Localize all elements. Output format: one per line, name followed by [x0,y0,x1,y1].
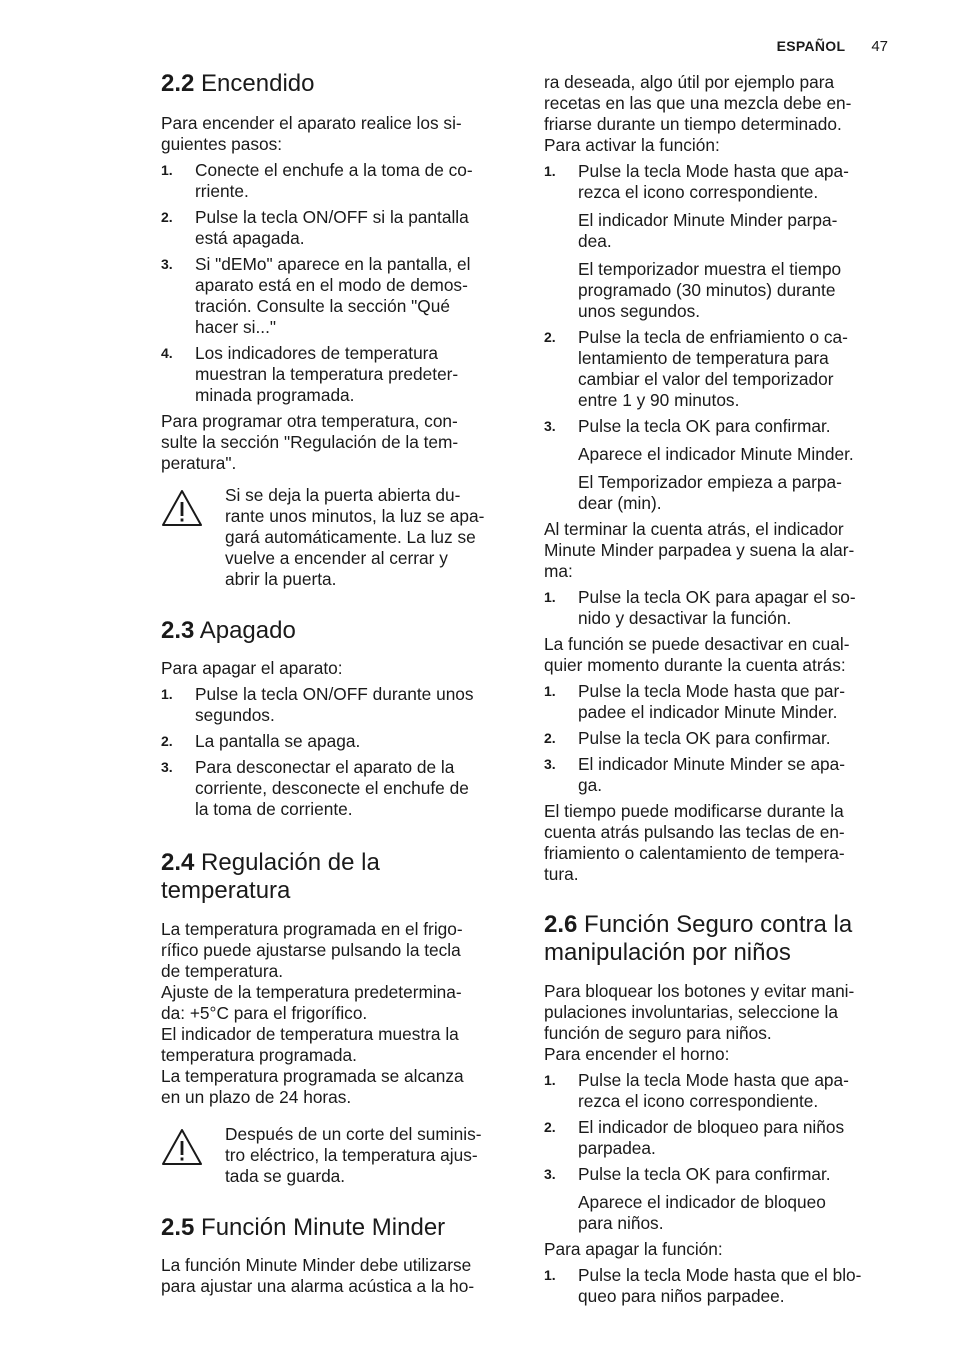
list-item [544,587,900,629]
text-line: Pulse la tecla ON/OFF durante unos [195,684,474,704]
section-title-2-2: 2.2 Encendido [161,70,315,97]
text-line: muestran la temperatura predeter- [195,364,459,384]
warning-note [161,1124,513,1187]
text-line: friamiento o calentamiento de tempera- [544,843,845,863]
text-line: tración. Consulte la sección "Qué [195,296,450,316]
text-line: corriente, desconecte el enchufe de [195,778,469,798]
text-line: está apagada. [195,228,305,248]
step-text [578,754,900,796]
text-line: Conecte el enchufe a la toma de co- [195,160,473,180]
text-line: para niños. [578,1213,664,1233]
text-line: peratura". [161,453,237,473]
text-line: El indicador Minute Minder se apa- [578,754,846,774]
paragraph [161,658,513,679]
steps-list [544,681,900,796]
text-line: Si "dEMo" aparece en la pantalla, el [195,254,471,274]
step-number: 3. [544,418,556,434]
text-line: Para bloquear los botones y evitar mani- [544,981,855,1001]
paragraph [544,801,900,885]
step-number: 1. [544,163,556,179]
step-number: 1. [544,1267,556,1283]
text-line: guientes pasos: [161,134,283,154]
steps-list [161,160,513,406]
text-line: minada programada. [195,385,355,405]
paragraph [544,1239,900,1260]
paragraph [544,519,900,582]
warning-icon [161,485,225,590]
text-line: función de seguro para niños. [544,1023,772,1043]
text-line: Pulse la tecla OK para confirmar. [578,416,831,436]
warning-icon [161,1124,225,1187]
text-line: de temperatura. [161,961,283,981]
step-text [195,160,513,202]
text-line: Aparece el indicador de bloqueo [578,1192,826,1212]
list-item [544,1265,900,1307]
list-item [544,1117,900,1159]
text-line: La temperatura programada en el frigo- [161,919,463,939]
text-line: ga. [578,775,603,795]
text-line: abrir la puerta. [225,569,337,589]
text-line: Ajuste de la temperatura predetermina- [161,982,462,1002]
section-title-2-5: 2.5 Función Minute Minder [161,1214,446,1241]
text-line: parpadea. [578,1138,656,1158]
text-line: aparato está en el modo de demos- [195,275,468,295]
text-line: unos segundos. [578,301,701,321]
text-line: La función Minute Minder debe utilizarse [161,1255,472,1275]
right-column [544,72,900,1312]
text-line: rezca el icono correspondiente. [578,1091,819,1111]
step-text [195,207,513,249]
step-number: 4. [161,345,173,361]
text-line: entre 1 y 90 minutos. [578,390,740,410]
text-line: Si se deja la puerta abierta du- [225,485,461,505]
text-line: Pulse la tecla de enfriamiento o ca- [578,327,848,347]
text-line: para ajustar una alarma acústica a la ho- [161,1276,475,1296]
text-line: tada se guarda. [225,1166,346,1186]
step-number: 2. [544,1119,556,1135]
text-line: vuelve a encender al cerrar y [225,548,448,568]
list-item [544,1164,900,1234]
step-text [578,728,900,749]
text-line: cuenta atrás pulsando las teclas de en- [544,822,845,842]
step-text [578,1070,900,1112]
text-line: Para desconectar el aparato de la [195,757,455,777]
text-line: lentamiento de temperatura para [578,348,829,368]
list-item [544,1070,900,1112]
section-title-2-6: 2.6 Función Seguro contra la manipulación por niños [544,911,853,966]
list-item [161,343,513,406]
paragraph [161,1255,513,1297]
text-line: Pulse la tecla Mode hasta que apa- [578,161,849,181]
text-line: ra deseada, algo útil por ejemplo para [544,72,835,92]
text-line: segundos. [195,705,275,725]
text-line: en un plazo de 24 horas. [161,1087,352,1107]
text-line: sulte la sección "Regulación de la tem- [161,432,459,452]
step-number: 2. [161,209,173,225]
paragraph [544,72,900,156]
text-line: Después de un corte del suminis- [225,1124,482,1144]
step-number: 3. [544,756,556,772]
list-item [161,254,513,338]
page-number: 47 [871,38,888,55]
text-line: programado (30 minutos) durante [578,280,836,300]
step-text [578,587,900,629]
text-line: rezca el icono correspondiente. [578,182,819,202]
text-line: ma: [544,561,573,581]
text-line: gará automáticamente. La luz se [225,527,476,547]
left-column [161,70,513,1297]
text-line: nido y desactivar la función. [578,608,792,628]
text-line: friarse durante un tiempo determinado. [544,114,842,134]
step-text [195,684,513,726]
text-line: Para programar otra temperatura, con- [161,411,458,431]
step-number: 3. [161,256,173,272]
text-line: quier momento durante la cuenta atrás: [544,655,846,675]
list-item [161,684,513,726]
step-number: 2. [544,730,556,746]
step-number: 1. [544,683,556,699]
text-line: El Temporizador empieza a parpa- [578,472,842,492]
text-line: da: +5°C para el frigorífico. [161,1003,368,1023]
text-line: Pulse la tecla Mode hasta que apa- [578,1070,849,1090]
language-label: ESPAÑOL [776,38,846,54]
warning-note [161,485,513,590]
text-line: Pulse la tecla OK para apagar el so- [578,587,856,607]
list-item [544,754,900,796]
text-line: tro eléctrico, la temperatura ajus- [225,1145,478,1165]
step-number: 3. [544,1166,556,1182]
step-note [544,210,900,252]
text-line: Para encender el horno: [544,1044,730,1064]
step-text [578,1265,900,1307]
text-line: La función se puede desactivar en cual- [544,634,850,654]
text-line: Pulse la tecla OK para confirmar. [578,728,831,748]
text-line: recetas en las que una mezcla debe en- [544,93,852,113]
list-item [544,681,900,723]
step-number: 1. [544,589,556,605]
step-number: 3. [161,759,173,775]
list-item [544,728,900,749]
paragraph [161,411,513,474]
list-item [161,207,513,249]
text-line: Los indicadores de temperatura [195,343,439,363]
text-line: El tiempo puede modificarse durante la [544,801,844,821]
warning-text [225,1124,513,1187]
list-item [161,160,513,202]
step-note [544,472,900,514]
step-number: 1. [544,1072,556,1088]
steps-list [544,1070,900,1234]
text-line: rriente. [195,181,249,201]
step-text [195,254,513,338]
text-line: El indicador Minute Minder parpa- [578,210,838,230]
step-text [578,1164,900,1185]
step-text [195,343,513,406]
list-item [161,757,513,820]
list-item [544,327,900,411]
list-item [161,731,513,752]
text-line: Para apagar la función: [544,1239,723,1259]
list-item [544,161,900,322]
text-line: rante unos minutos, la luz se apa- [225,506,485,526]
step-number: 2. [544,329,556,345]
text-line: rífico puede ajustarse pulsando la tecla [161,940,461,960]
text-line: temperatura programada. [161,1045,357,1065]
step-note [544,444,900,465]
step-note [544,259,900,322]
list-item [544,416,900,514]
paragraph [544,981,900,1065]
text-line: Pulse la tecla Mode hasta que par- [578,681,846,701]
section-title-2-3: 2.3 Apagado [161,617,296,644]
step-text [578,327,900,411]
step-text [578,1117,900,1159]
step-number: 1. [161,686,173,702]
text-line: Para apagar el aparato: [161,658,343,678]
step-text [578,416,900,437]
steps-list [161,684,513,820]
text-line: El temporizador muestra el tiempo [578,259,842,279]
steps-list [544,1265,900,1307]
text-line: hacer si..." [195,317,277,337]
step-note [544,1192,900,1234]
text-line: La temperatura programada se alcanza [161,1066,464,1086]
text-line: Para activar la función: [544,135,720,155]
step-text [195,757,513,820]
warning-text [225,485,513,590]
step-number: 2. [161,733,173,749]
text-line: padee el indicador Minute Minder. [578,702,838,722]
steps-list [544,161,900,514]
text-line: dear (min). [578,493,662,513]
text-line: la toma de corriente. [195,799,353,819]
step-text [578,681,900,723]
paragraph [544,634,900,676]
text-line: Al terminar la cuenta atrás, el indicador [544,519,844,539]
section-title-2-4: 2.4 Regulación de la temperatura [161,849,380,904]
step-text [195,731,513,752]
text-line: La pantalla se apaga. [195,731,361,751]
text-line: queo para niños parpadee. [578,1286,785,1306]
text-line: Para encender el aparato realice los si- [161,113,462,133]
page-header [777,38,888,55]
text-line: El indicador de temperatura muestra la [161,1024,459,1044]
text-line: Pulse la tecla ON/OFF si la pantalla [195,207,469,227]
step-text [578,161,900,203]
text-line: Aparece el indicador Minute Minder. [578,444,854,464]
step-number: 1. [161,162,173,178]
text-line: cambiar el valor del temporizador [578,369,834,389]
paragraph [161,113,513,155]
paragraph [161,919,513,1108]
text-line: Pulse la tecla Mode hasta que el blo- [578,1265,862,1285]
text-line: Minute Minder parpadea y suena la alar- [544,540,855,560]
text-line: dea. [578,231,612,251]
text-line: El indicador de bloqueo para niños [578,1117,845,1137]
text-line: pulaciones involuntarias, seleccione la [544,1002,838,1022]
text-line: tura. [544,864,579,884]
steps-list [544,587,900,629]
text-line: Pulse la tecla OK para confirmar. [578,1164,831,1184]
